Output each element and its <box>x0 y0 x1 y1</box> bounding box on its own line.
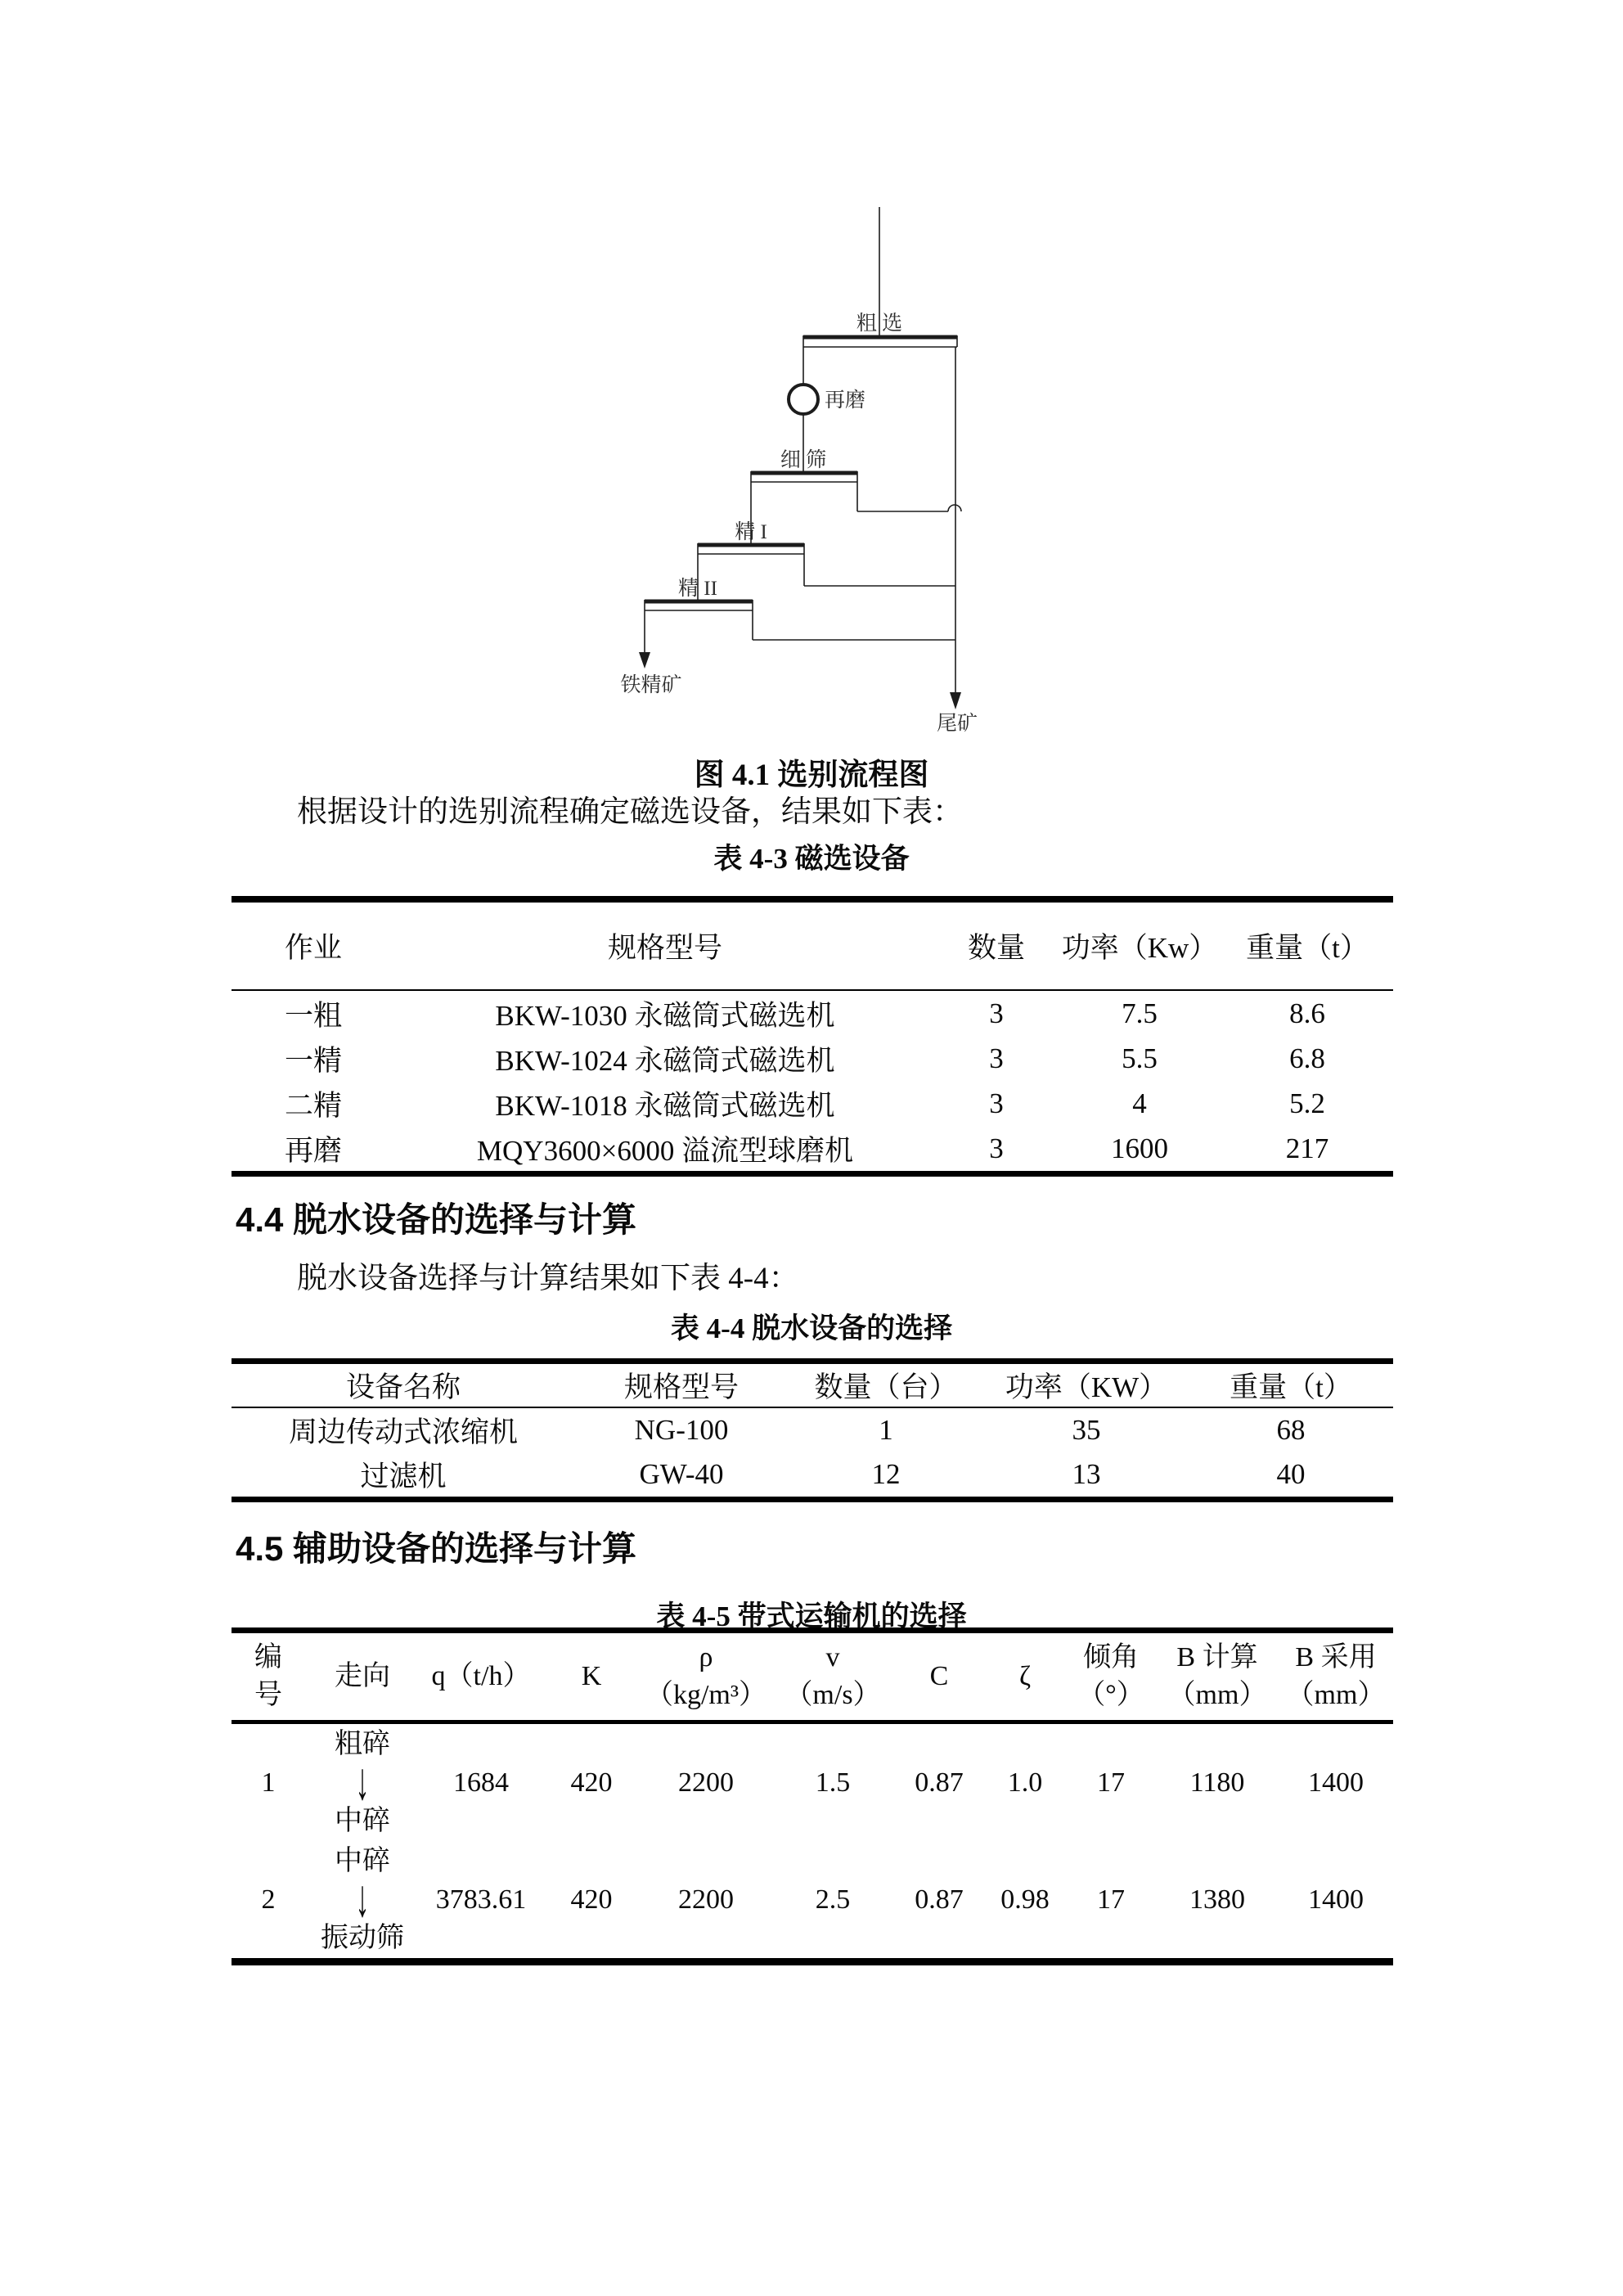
table-cell: GW-40 <box>639 1458 724 1490</box>
regrind-circle <box>789 385 818 414</box>
table-header-row <box>232 1362 1393 1408</box>
table-cell: 13 <box>1072 1458 1101 1490</box>
table-cell: 1684 <box>453 1767 509 1798</box>
label-fine-screen: 细 筛 <box>780 449 827 471</box>
table-cell: 过滤机 <box>360 1461 447 1492</box>
intro-paragraph: 根据设计的选别流程确定磁选设备，结果如下表： <box>297 795 963 829</box>
column-header: B 采用 （mm） <box>1286 1642 1386 1710</box>
table-cell: 1400 <box>1308 1884 1364 1915</box>
table-row <box>232 1841 1393 1962</box>
table44-caption: 表 4-4 脱水设备的选择 <box>670 1312 953 1344</box>
table-cell: 1400 <box>1308 1767 1364 1798</box>
table-row <box>232 1722 1393 1842</box>
column-header: 数量 <box>967 932 1025 964</box>
table-cell: 217 <box>1285 1132 1329 1164</box>
column-header: 功率（KW） <box>1005 1371 1168 1403</box>
table-cell: 2200 <box>678 1884 734 1915</box>
table-cell: 再磨 <box>284 1134 342 1167</box>
dewatering-paragraph: 脱水设备选择与计算结果如下表 4-4： <box>297 1262 799 1295</box>
table-cell: 6.8 <box>1289 1042 1325 1074</box>
table-cell: BKW-1030 永磁筒式磁选机 <box>495 999 835 1032</box>
column-header: v （m/s） <box>785 1642 881 1710</box>
table-row <box>232 1081 1393 1126</box>
table-cell: 0.87 <box>915 1884 964 1915</box>
route-cell: 中碎 ↓ 振动筛 <box>321 1846 404 1953</box>
flowsheet-figure <box>0 0 1623 761</box>
table-cell: 0.98 <box>1000 1884 1050 1915</box>
column-header: 功率（Kw） <box>1061 932 1218 964</box>
table-cell: 7.5 <box>1122 997 1158 1029</box>
column-header: 编 号 <box>254 1642 282 1710</box>
section-heading-4-5: 4.5 辅助设备的选择与计算 <box>236 1529 637 1568</box>
column-header: 设备名称 <box>345 1371 461 1403</box>
table-row <box>232 1407 1393 1452</box>
table-row <box>232 1036 1393 1081</box>
table-cell: 1380 <box>1189 1884 1245 1915</box>
table-cell: 17 <box>1097 1884 1125 1915</box>
table43-caption: 表 4-3 磁选设备 <box>713 843 910 875</box>
column-header: K <box>581 1661 602 1692</box>
table-cell: 40 <box>1276 1458 1306 1490</box>
table-cell: 5.2 <box>1289 1087 1325 1119</box>
column-header: 重量（t） <box>1230 1371 1352 1403</box>
table-cell: 35 <box>1072 1414 1101 1446</box>
column-header: B 计算 （mm） <box>1167 1642 1267 1710</box>
table-cell: 1600 <box>1111 1132 1168 1164</box>
column-header: ρ （kg/m³） <box>645 1642 767 1710</box>
label-tailings: 尾矿 <box>936 713 978 735</box>
table-cell: 二精 <box>284 1089 342 1122</box>
table-cell: 68 <box>1276 1414 1306 1446</box>
down-arrow-icon: ↓ <box>355 1871 370 1929</box>
table-cell: 17 <box>1097 1767 1125 1798</box>
table45-caption: 表 4-5 带式运输机的选择 <box>656 1600 967 1632</box>
column-header: C <box>929 1661 949 1692</box>
column-header: q（t/h） <box>431 1661 531 1692</box>
column-header: 走向 <box>335 1661 390 1692</box>
table-cell: 420 <box>570 1884 613 1915</box>
table-cell: NG-100 <box>634 1414 729 1446</box>
route-cell: 粗碎 ↓ 中碎 <box>335 1729 390 1836</box>
down-arrow-icon: ↓ <box>355 1754 370 1812</box>
table-cell: 一粗 <box>284 999 342 1032</box>
table-cell: 4 <box>1132 1087 1147 1119</box>
table-cell: 3783.61 <box>435 1884 527 1915</box>
table-header-row <box>232 1631 1393 1722</box>
label-rough-separation: 粗 选 <box>856 313 903 335</box>
table-header-row <box>232 899 1393 990</box>
table-cell: BKW-1024 永磁筒式磁选机 <box>495 1044 835 1077</box>
table-cell: 420 <box>570 1767 613 1798</box>
label-iron-concentrate: 铁精矿 <box>620 674 682 696</box>
table-cell: 1 <box>879 1414 893 1446</box>
table-magnetic-separation-equipment <box>232 896 1393 1177</box>
table-cell: 5.5 <box>1122 1042 1158 1074</box>
concentrate-arrowhead-icon <box>639 652 650 669</box>
table-cell: 一精 <box>284 1044 342 1077</box>
section-heading-4-4: 4.4 脱水设备的选择与计算 <box>236 1200 637 1239</box>
label-cleaner2: 精 II <box>678 578 717 600</box>
column-header: 规格型号 <box>607 932 722 964</box>
table-cell: 2.5 <box>815 1884 851 1915</box>
column-header: ζ <box>1018 1661 1032 1692</box>
table-cell: 1.0 <box>1007 1767 1043 1798</box>
table-cell: 8.6 <box>1289 997 1325 1029</box>
table-row <box>232 1452 1393 1500</box>
table-cell: 3 <box>989 1087 1004 1119</box>
table-cell: MQY3600×6000 溢流型球磨机 <box>476 1134 854 1167</box>
figure-caption: 图 4.1 选别流程图 <box>694 759 929 792</box>
table-cell: 1.5 <box>815 1767 851 1798</box>
table-cell: 1180 <box>1189 1767 1245 1798</box>
table-cell: 3 <box>989 1042 1004 1074</box>
column-header: 倾角 （°） <box>1077 1642 1144 1710</box>
column-header: 重量（t） <box>1246 932 1369 964</box>
label-cleaner1: 精 I <box>735 521 767 543</box>
table-cell: 12 <box>871 1458 901 1490</box>
column-header: 数量（台） <box>814 1371 958 1403</box>
table-dewatering-equipment <box>232 1358 1393 1502</box>
tailings-arrowhead-icon <box>950 692 961 709</box>
table-cell: 3 <box>989 997 1004 1029</box>
table-cell: 0.87 <box>915 1767 964 1798</box>
table-cell: 1 <box>261 1767 276 1798</box>
column-header: 作业 <box>284 932 342 964</box>
table-cell: 2200 <box>678 1767 734 1798</box>
table-row <box>232 990 1393 1036</box>
line-jump-arc <box>948 505 961 511</box>
table-cell: 周边传动式浓缩机 <box>288 1416 518 1448</box>
column-header: 规格型号 <box>623 1371 739 1403</box>
table-cell: BKW-1018 永磁筒式磁选机 <box>495 1089 835 1122</box>
table-row <box>232 1126 1393 1174</box>
table-belt-conveyor-selection <box>232 1627 1393 1965</box>
table-cell: 3 <box>989 1132 1004 1164</box>
label-regrind: 再磨 <box>825 389 866 412</box>
table-cell: 2 <box>261 1884 276 1915</box>
